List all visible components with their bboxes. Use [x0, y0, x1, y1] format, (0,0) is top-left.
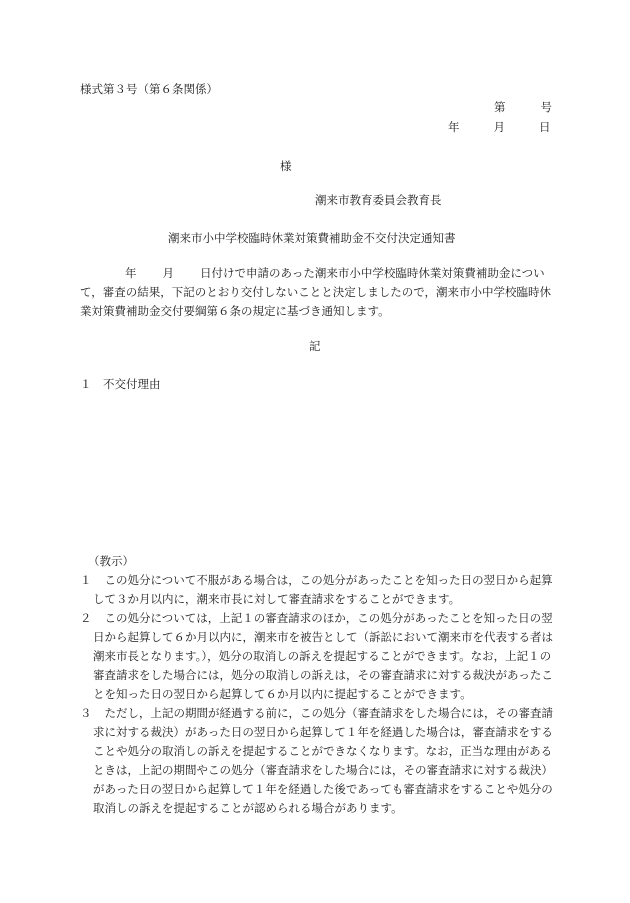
form-number: 様式第３号（第６条関係）	[80, 82, 218, 96]
kyoji-item-text: この処分について不服がある場合は，この処分があったことを知った日の翌日から起算して３か月以内に，潮来市長に対して審査請求をすることができます。	[93, 573, 553, 606]
kyoji-item-number: ３	[80, 706, 92, 720]
addressee-honorific: 様	[280, 159, 292, 173]
body-paragraph	[80, 264, 560, 321]
kyoji-item	[80, 609, 562, 704]
issuer-name: 潮来市教育委員会教育長	[315, 193, 442, 207]
kyoji-item	[80, 704, 562, 818]
kyoji-item	[80, 571, 562, 609]
ki-heading: 記	[309, 339, 321, 353]
reason-label: １ 不交付理由	[80, 377, 161, 391]
kyoji-item-number: １	[80, 573, 92, 587]
date-day: 日	[539, 120, 551, 134]
kyoji-item-text: この処分については，上記１の審査請求のほか，この処分があったことを知った日の翌日から起算して６か月以内に，潮来市を被告として（訴訟において潮来市を代表する者は潮来市長となります。），処分の取消しの訴えを提起することができます。なお，上記１の審査請求をした場合には，処分の取消しの訴えは，その審査請求に対する裁決があったことを知った日の翌日から起算して６か月以内に提起することができます。	[93, 611, 553, 701]
kyoji-item-number: ２	[80, 611, 92, 625]
date-month: 月	[493, 120, 505, 134]
issue-date-line	[448, 119, 551, 135]
body-date-year: 年	[125, 266, 137, 280]
date-year: 年	[448, 120, 460, 134]
document-number-prefix: 第	[494, 100, 506, 114]
document-number-line	[494, 99, 552, 115]
body-text: 日付けで申請のあった潮来市小中学校臨時休業対策費補助金について，審査の結果，下記のとおり交付しないことと決定しましたので，潮来市小中学校臨時休業対策費補助金交付要綱第６条の規定に基づき通知します。	[80, 266, 552, 318]
document-number-suffix: 号	[540, 100, 552, 114]
kyoji-list	[80, 571, 562, 818]
body-date-month: 月	[162, 266, 174, 280]
kyoji-item-text: ただし，上記の期間が経過する前に，この処分（審査請求をした場合には，その審査請求に対する裁決）があった日の翌日から起算して１年を経過した場合は，審査請求をすることや処分の取消しの訴えを提起することができなくなります。なお，正当な理由があるときは，上記の期間やこの処分（審査請求をした場合には，その審査請求に対する裁決）があった日の翌日から起算して１年を経過した後であっても審査請求をすることや処分の取消しの訴えを提起することが認められる場合があります。	[93, 706, 553, 815]
kyoji-heading: （教示）	[88, 554, 134, 568]
document-title: 潮来市小中学校臨時休業対策費補助金不交付決定通知書	[168, 231, 456, 245]
